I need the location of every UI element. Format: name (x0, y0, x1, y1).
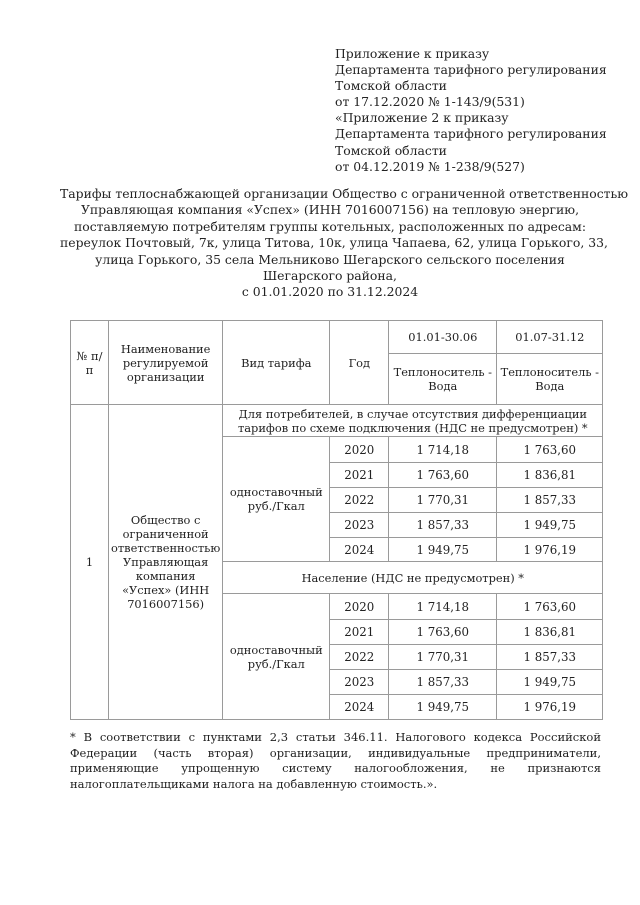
appendix-line: от 04.12.2019 № 1-238/9(527) (335, 158, 525, 174)
tariff-h1-cell: 1 857,33 (389, 513, 497, 538)
header-tariff-type: Вид тарифа (223, 321, 330, 405)
appendix-line: Департамента тарифного регулирования (335, 62, 607, 78)
tariff-h1-cell: 1 949,75 (389, 538, 497, 562)
tariff-h2-cell: 1 949,75 (497, 670, 603, 695)
tariff-h2-cell: 1 836,81 (497, 620, 603, 645)
tariff-h2-cell: 1 763,60 (497, 437, 603, 463)
title-line: переулок Почтовый, 7к, улица Титова, 10к, улица Чапаева, 62, улица Горького, 33, (60, 235, 608, 251)
header-num: № п/п (71, 321, 109, 405)
appendix-line: Томской области (335, 142, 447, 158)
tariff-h2-cell: 1 976,19 (497, 538, 603, 562)
header-carrier-2: Теплоноситель - Вода (497, 354, 603, 405)
tariff-table (70, 320, 603, 720)
title-line: поставляемую потребителям группы котельных, расположенных по адресам: (73, 218, 586, 234)
year-cell: 2021 (330, 463, 389, 488)
tariff-h2-cell: 1 836,81 (497, 463, 603, 488)
org-name: Общество с ограниченной ответственностью Управляющая компания «Успех» (ИНН 7016007156) (109, 405, 223, 720)
year-cell: 2021 (330, 620, 389, 645)
header-period-2: 01.07-31.12 (497, 321, 603, 354)
title-line: Управляющая компания «Успех» (ИНН 7016007156) на тепловую энергию, (80, 202, 580, 218)
tariff-type: одноставочный руб./Гкал (223, 594, 330, 720)
header-org: Наименование регулируемой организации (109, 321, 223, 405)
header-period-1: 01.01-30.06 (389, 321, 497, 354)
tariff-h2-cell: 1 857,33 (497, 488, 603, 513)
row-number: 1 (71, 405, 109, 720)
year-cell: 2023 (330, 670, 389, 695)
tariff-h1-cell: 1 763,60 (389, 620, 497, 645)
tariff-h2-cell: 1 857,33 (497, 645, 603, 670)
title-line: с 01.01.2020 по 31.12.2024 (241, 284, 419, 300)
footnote: * В соответствии с пунктами 2,3 статьи 346.11. Налогового кодекса Российской Федерации (часть вторая) организации, индивидуальные предприниматели, применяющие упрощенную систему налогообложения, не признаются налогоплательщиками налога на добавленную стоимость.». (70, 730, 601, 791)
tariff-h1-cell: 1 857,33 (389, 670, 497, 695)
appendix-line: Томской области (335, 78, 447, 94)
appendix-line: Департамента тарифного регулирования (335, 126, 607, 142)
year-cell: 2024 (330, 538, 389, 562)
tariff-h1-cell: 1 714,18 (389, 437, 497, 463)
tariff-h1-cell: 1 770,31 (389, 488, 497, 513)
appendix-line: от 17.12.2020 № 1-143/9(531) (335, 94, 525, 110)
tariff-h1-cell: 1 770,31 (389, 645, 497, 670)
year-cell: 2020 (330, 437, 389, 463)
tariff-h1-cell: 1 763,60 (389, 463, 497, 488)
section-label: Население (НДС не предусмотрен) * (223, 562, 603, 594)
appendix-header (335, 46, 607, 175)
tariff-h2-cell: 1 976,19 (497, 695, 603, 720)
tariff-type: одноставочный руб./Гкал (223, 437, 330, 562)
appendix-line: «Приложение 2 к приказу (335, 110, 509, 126)
year-cell: 2022 (330, 488, 389, 513)
tariff-h1-cell: 1 949,75 (389, 695, 497, 720)
tariff-h2-cell: 1 949,75 (497, 513, 603, 538)
year-cell: 2020 (330, 594, 389, 620)
document-title (60, 186, 629, 301)
title-line: Тарифы теплоснабжающей организации Общество с ограниченной ответственностью (60, 186, 629, 201)
year-cell: 2023 (330, 513, 389, 538)
tariff-h2-cell: 1 763,60 (497, 594, 603, 620)
year-cell: 2024 (330, 695, 389, 720)
section-label: Для потребителей, в случае отсутствия дифференциации тарифов по схеме подключения (НДС не предусмотрен) * (223, 405, 603, 437)
title-line: Шегарского района, (263, 268, 397, 284)
title-line: улица Горького, 35 села Мельниково Шегарского сельского поселения (95, 251, 565, 267)
appendix-line: Приложение к приказу (335, 46, 490, 61)
tariff-h1-cell: 1 714,18 (389, 594, 497, 620)
header-year: Год (330, 321, 389, 405)
header-carrier-1: Теплоноситель - Вода (389, 354, 497, 405)
year-cell: 2022 (330, 645, 389, 670)
